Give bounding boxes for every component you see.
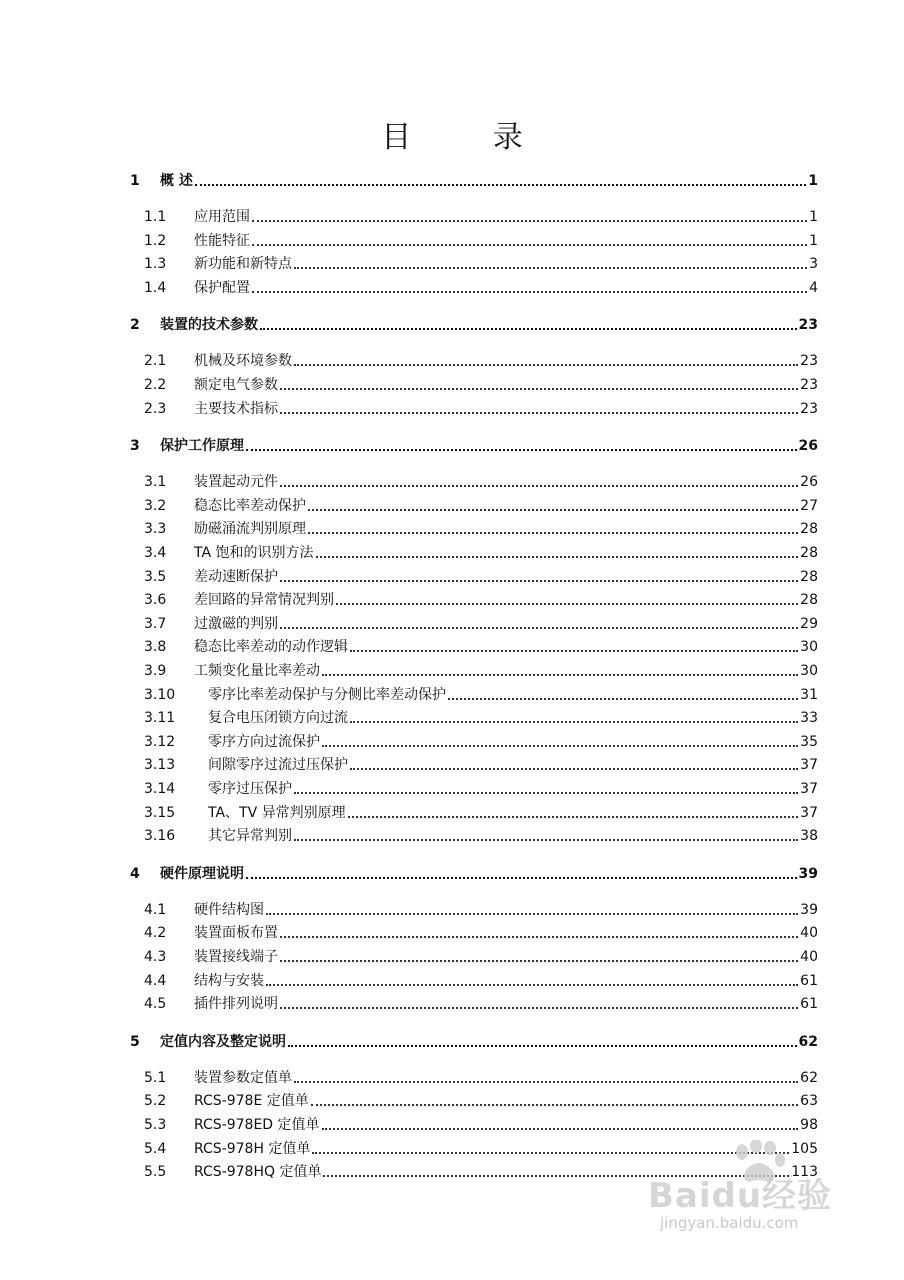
toc-entry-page: 26 <box>798 438 818 455</box>
toc-entry-number: 3.5 <box>144 568 167 585</box>
toc-entry-title: 其它异常判别 <box>208 828 292 845</box>
toc-dot-leader <box>280 388 798 390</box>
toc-entry-title: 保护配置 <box>194 279 250 296</box>
toc-section-entry[interactable] <box>130 729 818 751</box>
toc-entry-page: 27 <box>800 497 818 514</box>
toc-dot-leader <box>348 816 799 818</box>
toc-entry-number: 3 <box>130 438 140 455</box>
toc-section-entry[interactable] <box>130 897 818 919</box>
toc-section-entry[interactable] <box>130 372 818 394</box>
toc-dot-leader <box>316 556 799 558</box>
toc-section-entry[interactable] <box>130 776 818 798</box>
toc-section-entry[interactable] <box>130 944 818 966</box>
toc-entry-title: 保护工作原理 <box>160 438 244 455</box>
toc-section-entry[interactable] <box>130 705 818 727</box>
toc-dot-leader <box>280 1007 798 1009</box>
toc-entry-page: 23 <box>800 353 818 370</box>
toc-section-entry[interactable] <box>130 564 818 586</box>
toc-entry-title: RCS-978H 定值单 <box>194 1140 311 1157</box>
toc-entry-title: 结构与安装 <box>194 972 264 989</box>
toc-section-entry[interactable] <box>130 634 818 656</box>
toc-entry-number: 3.12 <box>144 733 176 750</box>
toc-dot-leader <box>252 244 807 246</box>
toc-entry-page: 30 <box>800 639 818 656</box>
toc-chapter-entry[interactable] <box>130 168 818 190</box>
toc-entry-page: 98 <box>800 1117 818 1133</box>
toc-section-entry[interactable] <box>130 204 818 226</box>
toc-dot-leader <box>280 627 798 629</box>
toc-entry-page: 61 <box>800 996 818 1013</box>
toc-entry-page: 63 <box>800 1093 818 1110</box>
toc-entry-title: 主要技术指标 <box>194 400 278 417</box>
toc-dot-leader <box>294 364 798 366</box>
toc-chapter-entry[interactable] <box>130 1029 818 1051</box>
toc-entry-number: 5.3 <box>144 1117 167 1133</box>
toc-entry-page: 23 <box>800 400 818 417</box>
toc-entry-number: 3.16 <box>144 828 176 845</box>
toc-entry-page: 1 <box>808 173 818 189</box>
toc-entry-title: RCS-978E 定值单 <box>194 1093 309 1110</box>
toc-entry-page: 28 <box>800 568 818 585</box>
toc-chapter-entry[interactable] <box>130 312 818 334</box>
toc-dot-leader <box>350 721 798 723</box>
toc-dot-leader <box>294 839 798 841</box>
toc-title: 目 录 <box>381 120 559 155</box>
toc-entry-page: 4 <box>809 279 818 296</box>
toc-dot-leader <box>252 220 807 222</box>
toc-entry-page: 1 <box>809 232 818 249</box>
toc-dot-leader <box>322 1128 799 1130</box>
toc-entry-title: 新功能和新特点 <box>194 256 292 273</box>
toc-entry-page: 33 <box>800 710 818 727</box>
toc-entry-page: 28 <box>800 521 818 538</box>
toc-entry-number: 1.4 <box>144 279 167 296</box>
toc-entry-number: 3.10 <box>144 686 176 703</box>
toc-section-entry[interactable] <box>130 348 818 370</box>
toc-entry-number: 3.7 <box>144 615 167 632</box>
toc-dot-leader <box>280 960 798 962</box>
toc-entry-number: 2 <box>130 317 140 334</box>
toc-entry-page: 28 <box>800 545 818 561</box>
toc-entry-number: 5 <box>130 1033 140 1050</box>
toc-section-entry[interactable] <box>130 251 818 273</box>
toc-section-entry[interactable] <box>130 611 818 633</box>
toc-section-entry[interactable] <box>130 968 818 990</box>
toc-entry-title: 概 述 <box>160 173 193 189</box>
toc-entry-title: 零序过压保护 <box>208 781 292 797</box>
toc-entry-title: TA 饱和的识别方法 <box>194 545 314 561</box>
toc-section-entry[interactable] <box>130 752 818 774</box>
toc-entry-number: 5.4 <box>144 1140 167 1157</box>
toc-entry-page: 1 <box>809 209 818 225</box>
toc-section-entry[interactable] <box>130 991 818 1013</box>
toc-entry-page: 31 <box>800 686 818 703</box>
toc-entry-number: 3.13 <box>144 757 176 774</box>
toc-entry-page: 3 <box>809 256 818 273</box>
toc-entry-page: 113 <box>791 1164 818 1181</box>
toc-section-entry[interactable] <box>130 658 818 680</box>
toc-entry-number: 3.2 <box>144 497 167 514</box>
toc-entry-number: 4.1 <box>144 901 167 918</box>
toc-entry-page: 40 <box>800 949 818 965</box>
toc-dot-leader <box>322 745 798 747</box>
toc-dot-leader <box>308 509 798 511</box>
toc-entry-page: 62 <box>798 1033 818 1050</box>
toc-entry-title: 差回路的异常情况判别 <box>194 592 334 609</box>
toc-entry-title: 稳态比率差动的动作逻辑 <box>194 639 348 656</box>
toc-entry-title: 装置起动元件 <box>194 474 278 491</box>
toc-entry-number: 3.9 <box>144 663 167 679</box>
toc-section-entry[interactable] <box>130 682 818 704</box>
toc-section-entry[interactable] <box>130 469 818 491</box>
toc-entry-number: 1.2 <box>144 232 167 249</box>
toc-entry-page: 37 <box>800 757 818 774</box>
toc-entry-title: 间隙零序过流过压保护 <box>208 757 348 774</box>
toc-entry-title: 装置的技术参数 <box>160 317 258 334</box>
toc-entry-number: 5.2 <box>144 1093 167 1110</box>
toc-dot-leader <box>294 1081 798 1083</box>
toc-entry-number: 4.5 <box>144 996 167 1013</box>
toc-entry-number: 2.2 <box>144 377 167 393</box>
toc-section-entry[interactable] <box>130 800 818 822</box>
toc-dot-leader <box>350 650 798 652</box>
toc-section-entry[interactable] <box>130 587 818 609</box>
toc-entry-page: 29 <box>800 615 818 632</box>
toc-entry-number: 4.2 <box>144 925 167 942</box>
toc-entry-page: 40 <box>800 925 818 942</box>
toc-section-entry[interactable] <box>130 275 818 297</box>
toc-section-entry[interactable] <box>130 493 818 515</box>
watermark-brand: Baidu经验 <box>648 1176 833 1216</box>
toc-entry-page: 38 <box>800 828 818 845</box>
toc-entry-title: 装置面板布置 <box>194 925 278 942</box>
toc-entry-page: 62 <box>800 1069 818 1086</box>
toc-dot-leader <box>246 449 797 451</box>
toc-entry-number: 3.1 <box>144 474 167 491</box>
toc-dot-leader <box>195 184 806 186</box>
toc-dot-leader <box>288 1045 797 1047</box>
toc-entry-number: 3.15 <box>144 804 176 821</box>
toc-entry-number: 5.1 <box>144 1069 167 1086</box>
toc-entry-page: 37 <box>800 781 818 797</box>
toc-entry-title: 差动速断保护 <box>194 568 278 585</box>
toc-entry-page: 37 <box>800 804 818 821</box>
toc-entry-title: 零序比率差动保护与分侧比率差动保护 <box>208 686 446 703</box>
toc-dot-leader <box>311 1104 798 1106</box>
toc-section-entry[interactable] <box>130 396 818 418</box>
toc-dot-leader <box>308 532 798 534</box>
toc-dot-leader <box>322 674 798 676</box>
toc-section-entry[interactable] <box>130 540 818 562</box>
toc-entry-number: 2.1 <box>144 353 167 370</box>
toc-section-entry[interactable] <box>130 823 818 845</box>
toc-entry-number: 1.1 <box>144 209 167 225</box>
toc-dot-leader <box>280 485 798 487</box>
toc-entry-number: 4.4 <box>144 972 167 989</box>
toc-entry-title: 硬件结构图 <box>194 901 264 918</box>
toc-section-entry[interactable] <box>130 920 818 942</box>
watermark-url: jingyan.baidu.com <box>660 1214 799 1232</box>
toc-entry-title: RCS-978ED 定值单 <box>194 1117 320 1133</box>
toc-entry-page: 105 <box>791 1140 818 1157</box>
toc-entry-page: 26 <box>800 474 818 491</box>
toc-entry-number: 3.11 <box>144 710 176 727</box>
toc-entry-number: 4.3 <box>144 949 167 965</box>
toc-entry-title: 定值内容及整定说明 <box>160 1033 286 1050</box>
toc-dot-leader <box>260 328 797 330</box>
toc-entry-number: 1 <box>130 173 140 189</box>
toc-entry-page: 35 <box>800 733 818 750</box>
toc-entry-number: 3.6 <box>144 592 167 609</box>
toc-entry-number: 4 <box>130 865 140 882</box>
toc-entry-title: 性能特征 <box>194 232 250 249</box>
toc-entry-page: 30 <box>800 663 818 679</box>
toc-dot-leader <box>448 698 798 700</box>
toc-section-entry[interactable] <box>130 1088 818 1110</box>
toc-entry-title: 工频变化量比率差动 <box>194 663 320 679</box>
toc-entry-title: TA、TV 异常判别原理 <box>208 804 346 821</box>
toc-entry-title: 应用范围 <box>194 209 250 225</box>
toc-entry-number: 5.5 <box>144 1164 167 1181</box>
toc-dot-leader <box>280 936 798 938</box>
toc-entry-number: 3.4 <box>144 545 167 561</box>
toc-entry-title: RCS-978HQ 定值单 <box>194 1164 322 1181</box>
toc-dot-leader <box>246 877 797 879</box>
toc-entry-number: 2.3 <box>144 400 167 417</box>
toc-dot-leader <box>336 603 798 605</box>
toc-entry-number: 1.3 <box>144 256 167 273</box>
toc-entry-title: 装置接线端子 <box>194 949 278 965</box>
toc-entry-number: 3.8 <box>144 639 167 656</box>
toc-section-entry[interactable] <box>130 516 818 538</box>
toc-entry-page: 39 <box>798 865 818 882</box>
toc-dot-leader <box>252 291 807 293</box>
toc-entry-title: 励磁涌流判别原理 <box>194 521 306 538</box>
toc-entry-title: 硬件原理说明 <box>160 865 244 882</box>
toc-chapter-entry[interactable] <box>130 861 818 883</box>
toc-entry-title: 机械及环境参数 <box>194 353 292 370</box>
toc-dot-leader <box>280 580 798 582</box>
toc-dot-leader <box>294 267 807 269</box>
baidu-watermark <box>648 1140 848 1240</box>
toc-dot-leader <box>266 984 798 986</box>
toc-entry-number: 3.14 <box>144 781 176 797</box>
toc-entry-title: 零序方向过流保护 <box>208 733 320 750</box>
toc-entry-title: 过激磁的判别 <box>194 615 278 632</box>
toc-dot-leader <box>266 913 798 915</box>
toc-entry-title: 插件排列说明 <box>194 996 278 1013</box>
toc-entry-title: 复合电压闭锁方向过流 <box>208 710 348 727</box>
toc-section-entry[interactable] <box>130 228 818 250</box>
toc-entry-title: 稳态比率差动保护 <box>194 497 306 514</box>
toc-entry-title: 额定电气参数 <box>194 377 278 393</box>
toc-entry-page: 23 <box>800 377 818 393</box>
toc-chapter-entry[interactable] <box>130 433 818 455</box>
toc-entry-page: 61 <box>800 972 818 989</box>
toc-dot-leader <box>294 792 798 794</box>
toc-entry-number: 3.3 <box>144 521 167 538</box>
toc-dot-leader <box>350 768 798 770</box>
toc-dot-leader <box>280 412 798 414</box>
toc-entry-page: 39 <box>800 901 818 918</box>
toc-section-entry[interactable] <box>130 1112 818 1134</box>
toc-section-entry[interactable] <box>130 1065 818 1087</box>
toc-entry-page: 28 <box>800 592 818 609</box>
toc-entry-title: 装置参数定值单 <box>194 1069 292 1086</box>
toc-entry-page: 23 <box>798 317 818 334</box>
